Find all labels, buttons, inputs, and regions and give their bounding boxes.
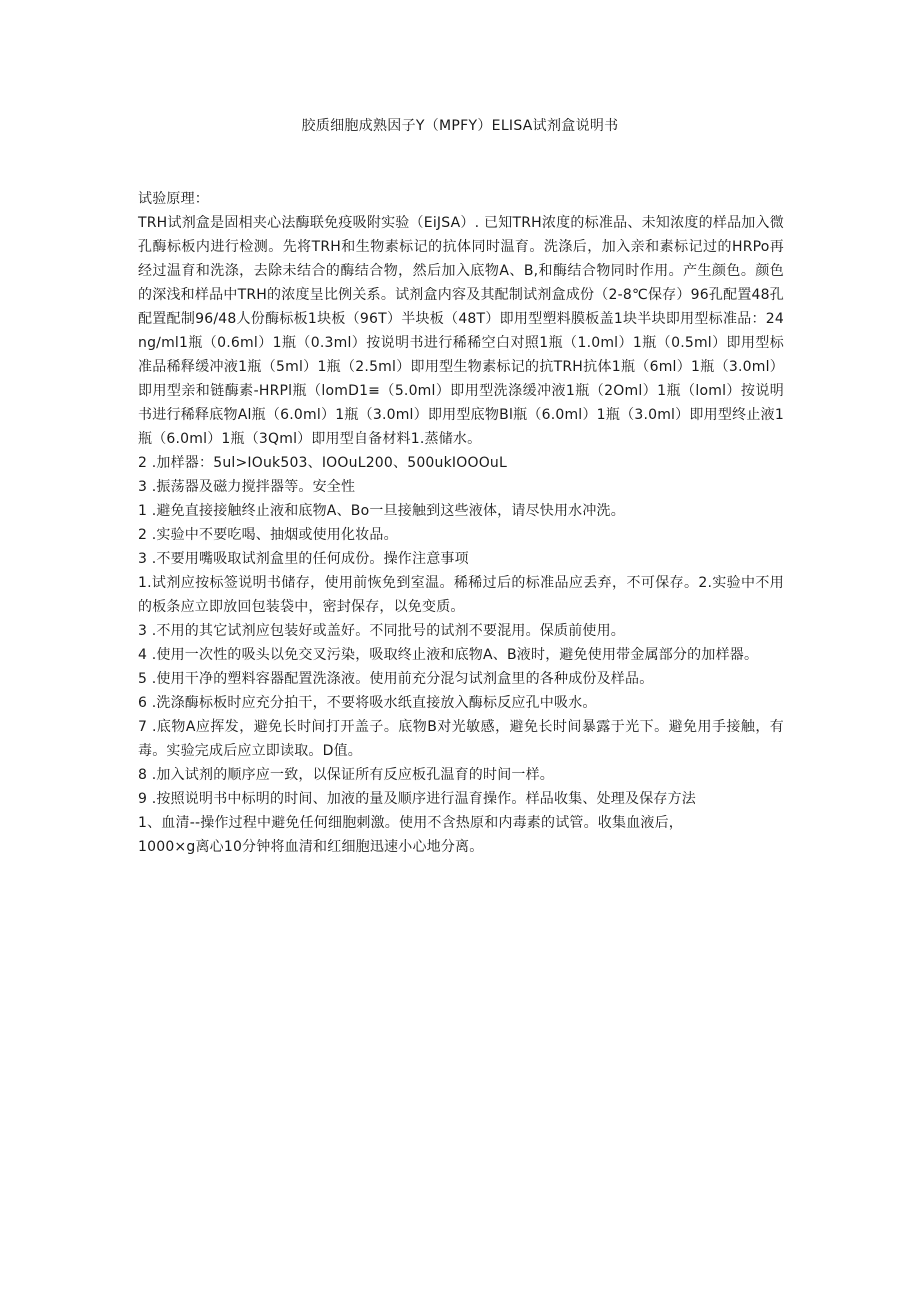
- paragraph-sample-serum: 1、血清--操作过程中避免任何细胞刺激。使用不含热原和内毒素的试管。收集血液后，: [138, 815, 684, 831]
- paragraph-safety-3: 3 .不要用嘴吸取试剂盒里的任何成份。操作注意事项: [138, 551, 469, 567]
- paragraph-materials-2: 2 .加样器：5ul>IOuk503、IOOuL200、500ukIOOOuL: [138, 455, 507, 471]
- paragraph-notes-1-2: 1.试剂应按标签说明书储存，使用前恢免到室温。稀稀过后的标准品应丢弃，不可保存。2.实验中不用的板条应立即放回包装袋中，密封保存，以免变质。: [138, 575, 784, 615]
- paragraph-materials-3: 3 .振荡器及磁力搅拌器等。安全性: [138, 479, 356, 495]
- paragraph-notes-9: 9 .按照说明书中标明的时间、加液的量及顺序进行温育操作。样品收集、处理及保存方法: [138, 791, 697, 807]
- paragraph-notes-8: 8 .加入试剂的顺序应一致，以保证所有反应板孔温育的时间一样。: [138, 767, 555, 783]
- paragraph-safety-2: 2 .实验中不要吃喝、抽烟或使用化妆品。: [138, 527, 398, 543]
- document-body: [138, 187, 784, 859]
- paragraph-notes-6: 6 .洗涤酶标板时应充分拍干，不要将吸水纸直接放入酶标反应孔中吸水。: [138, 695, 597, 711]
- section-heading-principle: 试验原理：: [138, 191, 209, 207]
- document-title: 胶质细胞成熟因子Y（MPFY）ELISA试剂盒说明书: [301, 118, 619, 134]
- paragraph-notes-7: 7 .底物A应挥发，避免长时间打开盖子。底物B对光敏感，避免长时间暴露于光下。避免用手接触，有毒。实验完成后应立即读取。D值。: [138, 719, 784, 759]
- paragraph-notes-4: 4 .使用一次性的吸头以免交叉污染，吸取终止液和底物A、B液时，避免使用带金属部分的加样器。: [138, 647, 759, 663]
- paragraph-sample-centrifuge: 1000×g离心10分钟将血清和红细胞迅速小心地分离。: [138, 839, 484, 855]
- paragraph-safety-1: 1 .避免直接接触终止液和底物A、Bo一旦接触到这些液体，请尽快用水冲洗。: [138, 503, 625, 519]
- paragraph-notes-3: 3 .不用的其它试剂应包装好或盖好。不同批号的试剂不要混用。保质前使用。: [138, 623, 626, 639]
- paragraph-notes-5: 5 .使用干净的塑料容器配置洗涤液。使用前充分混匀试剂盒里的各种成份及样品。: [138, 671, 654, 687]
- paragraph-principle-and-contents: TRH试剂盒是固相夹心法酶联免疫吸附实验（EiJSA）. 已知TRH浓度的标准品、未知浓度的样品加入微孔酶标板内进行检测。先将TRH和生物素标记的抗体同时温育。洗涤后，加入亲和素标记过的HRPo再经过温育和洗涤，去除未结合的酶结合物，然后加入底物A、B,和酶结合物同时作用。产生颜色。颜色的深浅和样品中TRH的浓度呈比例关系。试剂盒内容及其配制试剂盒成份（2-8℃保存）96孔配置48孔配置配制96/48人份酶标板1块板（96T）半块板（48T）即用型塑料膜板盖1块半块即用型标准品：24ng∕ml1瓶（0.6ml）1瓶（0.3ml）按说明书进行稀稀空白对照1瓶（1.0ml）1瓶（0.5ml）即用型标准品稀释缓冲液1瓶（5ml）1瓶（2.5ml）即用型生物素标记的抗TRH抗体1瓶（6ml）1瓶（3.0ml）即用型亲和链酶素-HRPl瓶（lomD1≡（5.0ml）即用型洗涤缓冲液1瓶（2Oml）1瓶（loml）按说明书进行稀释底物Al瓶（6.0ml）1瓶（3.0ml）即用型底物Bl瓶（6.0ml）1瓶（3.0ml）即用型终止液1瓶（6.0ml）1瓶（3Qml）即用型自备材料1.蒸储水。: [138, 215, 784, 447]
